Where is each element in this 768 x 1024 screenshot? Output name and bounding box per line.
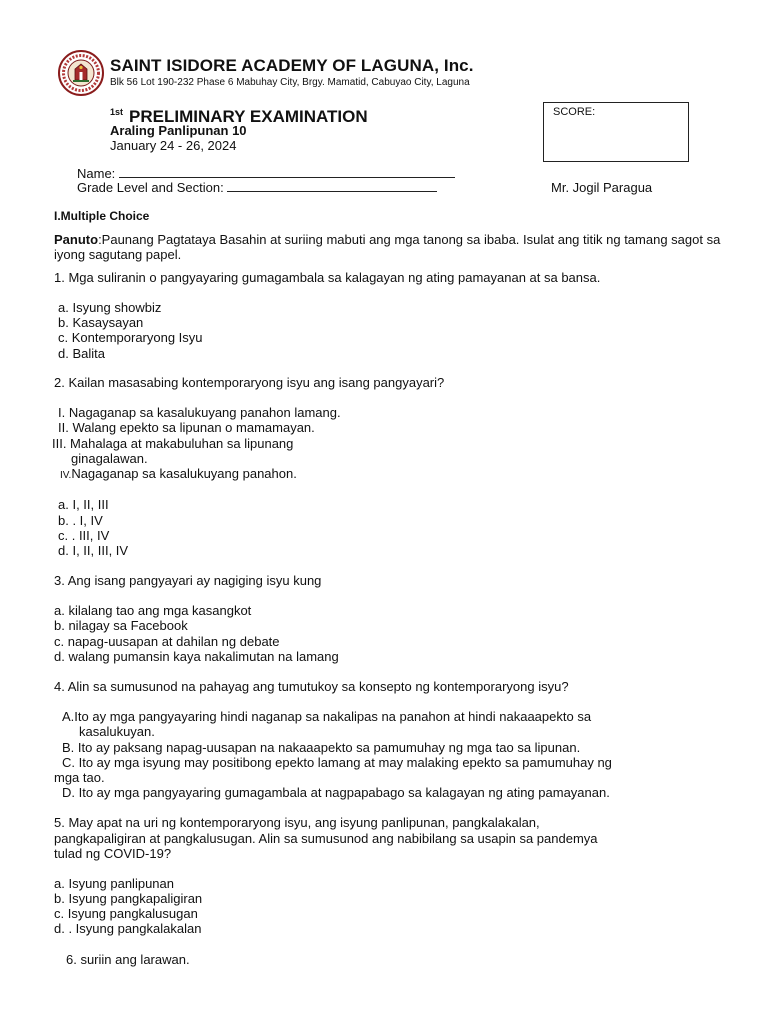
question-line: b. . I, IV	[58, 513, 103, 528]
question-line: c. Isyung pangkalusugan	[54, 906, 198, 921]
question-line: d. Balita	[58, 346, 105, 361]
question-line: c. . III, IV	[58, 528, 110, 543]
exam-ordinal: 1st	[110, 107, 124, 117]
question-line: 6. suriin ang larawan.	[66, 952, 190, 967]
question-line: a. I, II, III	[58, 497, 109, 512]
exam-title-text: PRELIMINARY EXAMINATION	[129, 107, 368, 126]
name-blank-line	[119, 166, 455, 178]
name-field	[77, 166, 455, 181]
grade-section-field	[77, 180, 437, 195]
question-line: c. Kontemporaryong Isyu	[58, 330, 203, 345]
school-seal-logo	[58, 50, 104, 96]
question-line: 1. Mga suliranin o pangyayaring gumagambala sa kalagayan ng ating pamayanan at sa bansa.	[54, 270, 601, 285]
question-line: C. Ito ay mga isyung may positibong epekto lamang at may malaking epekto sa pamumuhay ng	[62, 755, 612, 770]
school-address: Blk 56 Lot 190-232 Phase 6 Mabuhay City, Brgy. Mamatid, Cabuyao City, Laguna	[110, 77, 470, 88]
grade-section-label: Grade Level and Section:	[77, 180, 224, 195]
question-line: 4. Alin sa sumusunod na pahayag ang tumutukoy sa konsepto ng kontemporaryong isyu?	[54, 679, 569, 694]
question-line: b. nilagay sa Facebook	[54, 618, 188, 633]
question-line: a. kilalang tao ang mga kasangkot	[54, 603, 252, 618]
question-line: mga tao.	[54, 770, 105, 785]
score-box	[543, 102, 689, 162]
question-line: 3. Ang isang pangyayari ay nagiging isyu kung	[54, 573, 322, 588]
score-label: SCORE:	[553, 106, 596, 118]
instructions	[54, 232, 724, 262]
question-line: IV.Nagaganap sa kasalukuyang panahon.	[60, 466, 297, 481]
question-line: ginagalawan.	[71, 451, 148, 466]
question-line: pangkapaligiran at pangkalusugan. Alin sa sumusunod ang nabibilang sa usapin sa pandemya	[54, 831, 598, 846]
question-line: D. Ito ay mga pangyayaring gumagambala at nagpapabago sa kalagayan ng ating pamayanan.	[62, 785, 610, 800]
subject: Araling Panlipunan 10	[110, 123, 247, 138]
grade-section-blank-line	[227, 180, 437, 192]
instruction-label: Panuto	[54, 232, 99, 247]
question-line: b. Kasaysayan	[58, 315, 144, 330]
question-line: d. walang pumansin kaya nakalimutan na lamang	[54, 649, 339, 664]
question-line: B. Ito ay paksang napag-uusapan na nakaaapekto sa pamumuhay ng mga tao sa lipunan.	[62, 740, 581, 755]
question-line: tulad ng COVID-19?	[54, 846, 172, 861]
question-line: 5. May apat na uri ng kontemporaryong isyu, ang isyung panlipunan, pangkalakalan,	[54, 815, 540, 830]
section-title: I.Multiple Choice	[54, 209, 150, 223]
question-line: I. Nagaganap sa kasalukuyang panahon lamang.	[58, 405, 341, 420]
question-line: d. . Isyung pangkalakalan	[54, 921, 202, 936]
school-name: SAINT ISIDORE ACADEMY OF LAGUNA, Inc.	[110, 56, 474, 75]
question-line: 2. Kailan masasabing kontemporaryong isyu ang isang pangyayari?	[54, 375, 445, 390]
name-label: Name:	[77, 166, 116, 181]
question-line: b. Isyung pangkapaligiran	[54, 891, 203, 906]
question-line: kasalukuyan.	[79, 724, 155, 739]
exam-date: January 24 - 26, 2024	[110, 138, 237, 153]
question-line: A.Ito ay mga pangyayaring hindi naganap sa nakalipas na panahon at hindi nakaaapekto sa	[62, 709, 592, 724]
question-line: d. I, II, III, IV	[58, 543, 129, 558]
question-line: c. napag-uusapan at dahilan ng debate	[54, 634, 280, 649]
question-line: III. Mahalaga at makabuluhan sa lipunang	[52, 436, 294, 451]
question-line: II. Walang epekto sa lipunan o mamamayan.	[58, 420, 315, 435]
question-line: a. Isyung panlipunan	[54, 876, 174, 891]
question-line: a. Isyung showbiz	[58, 300, 162, 315]
teacher-name: Mr. Jogil Paragua	[551, 180, 653, 195]
instruction-text: :Paunang Pagtataya Basahin at suriing mabuti ang mga tanong sa ibaba. Isulat ang titik ng tamang sagot sa iyong sagutang papel.	[54, 232, 721, 262]
